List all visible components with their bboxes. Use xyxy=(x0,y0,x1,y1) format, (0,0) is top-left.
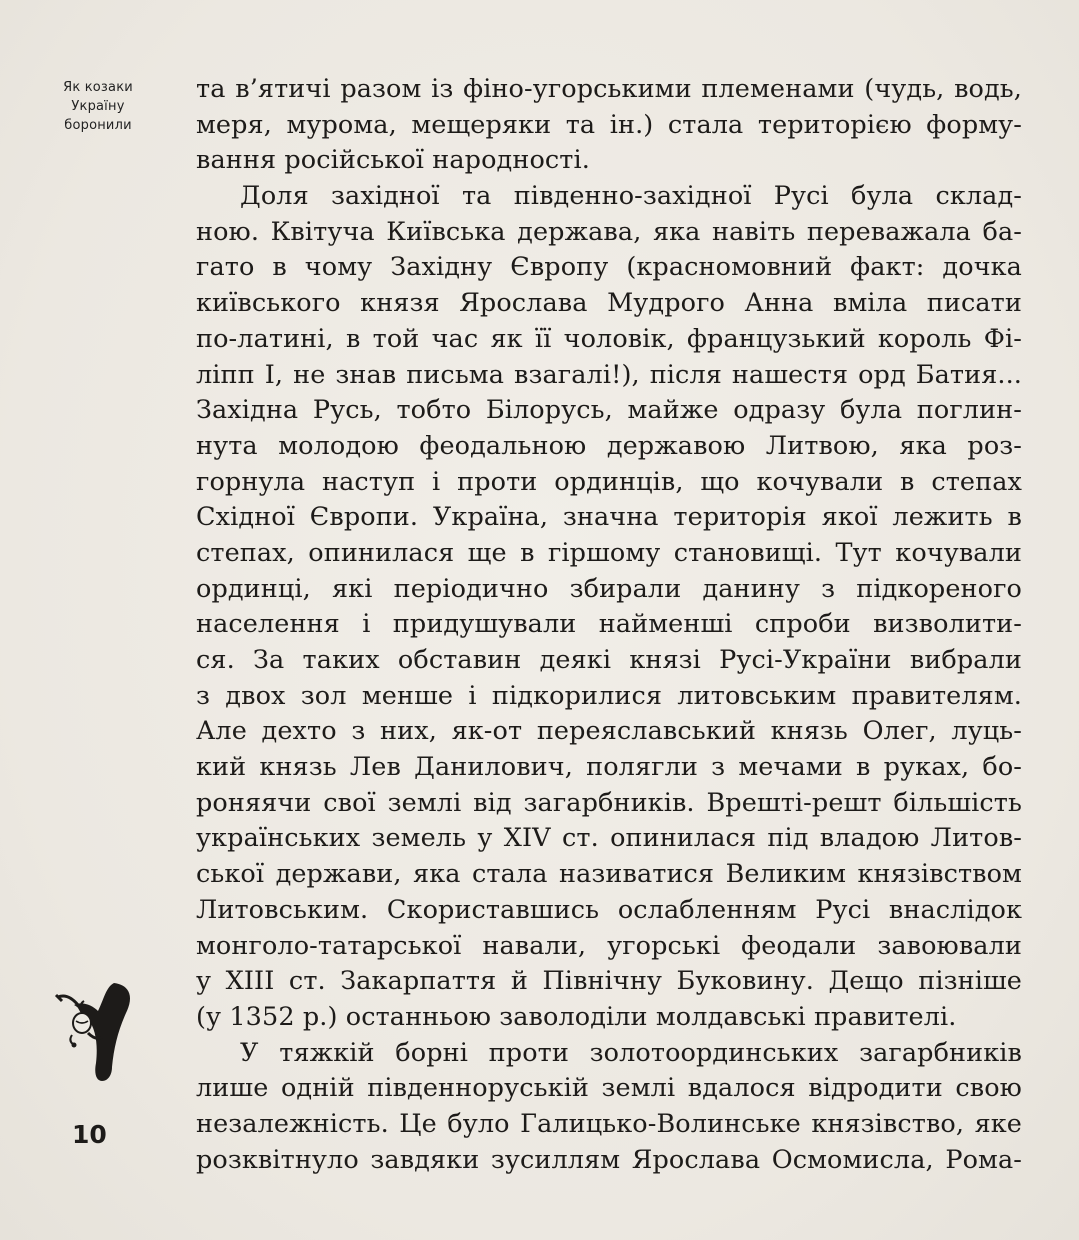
text-line: ся. За таких обставин деякі князі Русі-України вибрали xyxy=(196,645,1022,675)
text-line: розквітнуло завдяки зусиллям Ярослава Осмомисла, Рома- xyxy=(196,1144,1022,1175)
text-line: (у 1352 р.) останньою заволоділи молдавські правителі. xyxy=(196,1001,957,1032)
text-line: київського князя Ярослава Мудрого Анна вміла писати xyxy=(196,288,1022,319)
paragraph-first-line: Доля західної та південно-західної Русі була склад- xyxy=(240,181,1022,212)
text-line: монголо-татарської навали, угорські феодали завоювали xyxy=(196,930,1022,961)
text-line: та в’ятичі разом із фіно-угорськими племенами (чудь, водь, xyxy=(196,74,1022,104)
text-line: ської держави, яка стала називатися Великим князівством xyxy=(196,859,1022,890)
text-line: роняячи свої землі від загарбників. Врешті-решт більшість xyxy=(196,787,1022,818)
body-text xyxy=(196,72,1022,1178)
text-line: Східної Європи. Україна, значна територія якої лежить в xyxy=(196,502,1022,533)
text-line: ординці, які періодично збирали данину з підкореного xyxy=(196,573,1022,604)
text-line: горнула наступ і проти ординців, що кочували в степах xyxy=(196,466,1022,497)
text-line: нута молодою феодальною державою Литвою, яка роз- xyxy=(196,430,1022,461)
text-line: меря, мурома, мещеряки та ін.) стала територією форму- xyxy=(196,109,1022,140)
text-line: з двох зол менше і підкорилися литовським правителям. xyxy=(196,680,1022,711)
text-line: українських земель у XIV ст. опинилася під владою Литов- xyxy=(196,823,1022,854)
text-line: вання російської народності. xyxy=(196,145,590,176)
text-line: кий князь Лев Данилович, полягли з мечами в руках, бо- xyxy=(196,752,1022,783)
text-line: Литовським. Скориставшись ослабленням Русі внаслідок xyxy=(196,894,1022,925)
page-number: 10 xyxy=(72,1120,107,1149)
running-head-line: Як козаки xyxy=(63,80,133,95)
text-line: незалежність. Це було Галицько-Волинське князівство, яке xyxy=(196,1108,1022,1139)
cossack-with-saber-icon xyxy=(52,975,144,1087)
text-line: ліпп І, не знав письма взагалі!), після нашестя орд Батия... xyxy=(196,359,1022,390)
text-line: населення і придушували найменші спроби визволити- xyxy=(196,609,1022,640)
paragraph-first-line: У тяжкій борні проти золотоординських загарбників xyxy=(240,1037,1022,1068)
text-line: лише одній південноруській землі вдалося відродити свою xyxy=(196,1073,1022,1104)
text-line: по-латині, в той час як її чоловік, французький король Фі- xyxy=(196,323,1022,354)
running-head-line: боронили xyxy=(64,118,132,133)
text-line: степах, опинилася ще в гіршому становищі. Тут кочували xyxy=(196,537,1022,568)
text-line: Але дехто з них, як-от переяславський князь Олег, луць- xyxy=(196,716,1022,747)
running-head-line: Україну xyxy=(71,99,125,114)
text-line: гато в чому Західну Європу (красномовний факт: дочка xyxy=(196,252,1022,283)
text-line: у XIII ст. Закарпаття й Північну Буковину. Дещо пізніше xyxy=(196,966,1022,997)
text-line: Західна Русь, тобто Білорусь, майже одразу була поглин- xyxy=(196,395,1022,426)
running-head xyxy=(52,78,144,135)
text-line: ною. Квітуча Київська держава, яка навіть переважала ба- xyxy=(196,216,1022,247)
